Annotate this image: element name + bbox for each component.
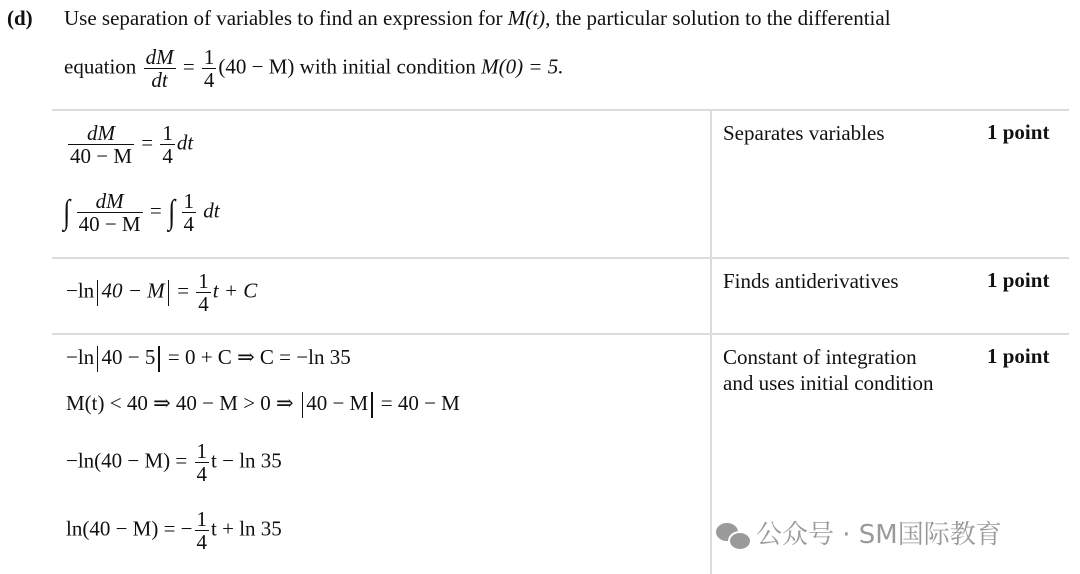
initial-condition: M(0) = 5. bbox=[481, 54, 564, 79]
table-rule-top bbox=[52, 109, 1069, 111]
differential: dt bbox=[176, 130, 194, 155]
fraction-denominator: 4 bbox=[162, 144, 173, 169]
fraction-denominator: dt bbox=[144, 68, 176, 91]
math-step bbox=[66, 122, 193, 167]
fraction-numerator: 1 bbox=[196, 507, 208, 531]
fraction bbox=[160, 122, 175, 167]
abs-bar bbox=[371, 392, 372, 418]
criterion-text: Finds antiderivatives bbox=[723, 269, 899, 293]
math-step bbox=[66, 440, 282, 485]
log-term: −ln bbox=[66, 345, 95, 369]
rhs-expression: = 40 − M bbox=[380, 391, 460, 415]
coefficient-fraction bbox=[202, 46, 217, 91]
fraction bbox=[77, 190, 143, 235]
math-step bbox=[62, 190, 220, 235]
rhs-term: t + ln 35 bbox=[211, 516, 282, 541]
rhs-expression: = 0 + C ⇒ C = −ln 35 bbox=[167, 345, 351, 369]
fraction-denominator bbox=[68, 144, 134, 167]
equals-sign: = bbox=[177, 278, 190, 303]
abs-bar bbox=[302, 392, 303, 418]
fraction-denominator: 4 bbox=[196, 530, 208, 555]
fraction-numerator: dM bbox=[95, 189, 124, 213]
rhs-term: t − ln 35 bbox=[211, 448, 282, 473]
abs-bar bbox=[97, 280, 98, 306]
table-column-divider bbox=[710, 109, 712, 574]
table-rule-row2 bbox=[52, 333, 1069, 335]
abs-bar bbox=[97, 346, 98, 372]
question-text: Use separation of variables to find an expression for bbox=[64, 6, 503, 30]
fraction-denominator: 4 bbox=[203, 68, 215, 93]
math-step bbox=[66, 345, 351, 372]
abs-bar bbox=[158, 346, 159, 372]
watermark-text: 公众号 · SM国际教育 bbox=[756, 520, 1002, 550]
equals-sign: = bbox=[182, 54, 195, 79]
fraction-numerator: 1 bbox=[203, 45, 215, 69]
abs-inner: 40 − 5 bbox=[101, 345, 156, 369]
points-value: 1 point bbox=[987, 120, 1050, 144]
question-text: equation bbox=[64, 54, 137, 79]
lhs-expression: −ln(40 − M) = bbox=[66, 448, 188, 473]
question-line-1 bbox=[64, 6, 891, 31]
question-text: with initial condition bbox=[299, 54, 476, 79]
equals-sign: = bbox=[141, 130, 154, 155]
function-notation: M(t), bbox=[507, 6, 551, 30]
criterion-text: Separates variables bbox=[723, 121, 885, 145]
fraction bbox=[196, 270, 211, 315]
fraction bbox=[68, 122, 134, 167]
fraction-numerator: dM bbox=[145, 45, 174, 69]
differential: dt bbox=[203, 198, 220, 223]
math-step bbox=[66, 270, 257, 315]
math-step bbox=[66, 391, 460, 418]
fraction-numerator: 1 bbox=[183, 189, 195, 213]
math-step bbox=[66, 508, 282, 553]
lhs-expression: ln(40 − M) = − bbox=[66, 516, 193, 541]
criterion-text: Constant of integration and uses initial condition bbox=[723, 345, 934, 395]
abs-inner: 40 − M bbox=[306, 391, 369, 415]
fraction bbox=[195, 440, 210, 485]
points-value: 1 point bbox=[987, 268, 1050, 292]
paren-expression: (40 − M) bbox=[218, 54, 295, 79]
fraction-numerator: 1 bbox=[198, 269, 209, 293]
integral-sign: ∫ bbox=[63, 193, 71, 231]
derivative-fraction bbox=[144, 46, 176, 91]
watermark bbox=[716, 514, 1002, 551]
integral-sign: ∫ bbox=[168, 193, 176, 231]
equals-sign: = bbox=[149, 198, 162, 223]
log-term: −ln bbox=[66, 278, 95, 303]
rhs-term: t + C bbox=[212, 278, 258, 303]
fraction bbox=[182, 190, 197, 235]
fraction-denominator: 4 bbox=[183, 212, 195, 237]
question-label: (d) bbox=[7, 6, 33, 30]
fraction-denominator: 4 bbox=[196, 462, 208, 487]
points-value: 1 point bbox=[987, 344, 1050, 368]
question-text-tail: the particular solution to the differential bbox=[555, 6, 891, 30]
fraction-numerator: 1 bbox=[162, 121, 173, 145]
abs-inner: 40 − M bbox=[101, 278, 165, 303]
wechat-icon bbox=[716, 523, 750, 549]
question-line-2 bbox=[64, 46, 563, 91]
fraction-denominator: 4 bbox=[198, 292, 209, 317]
fraction-numerator: 1 bbox=[196, 439, 208, 463]
table-rule-row1 bbox=[52, 257, 1069, 259]
fraction bbox=[195, 508, 210, 553]
inequality-chain: M(t) < 40 ⇒ 40 − M > 0 ⇒ bbox=[66, 391, 294, 415]
fraction-numerator: dM bbox=[87, 121, 115, 145]
abs-bar bbox=[168, 280, 169, 306]
denominator-text: 40 − M bbox=[70, 144, 133, 169]
fraction-denominator: 40 − M bbox=[78, 212, 141, 237]
